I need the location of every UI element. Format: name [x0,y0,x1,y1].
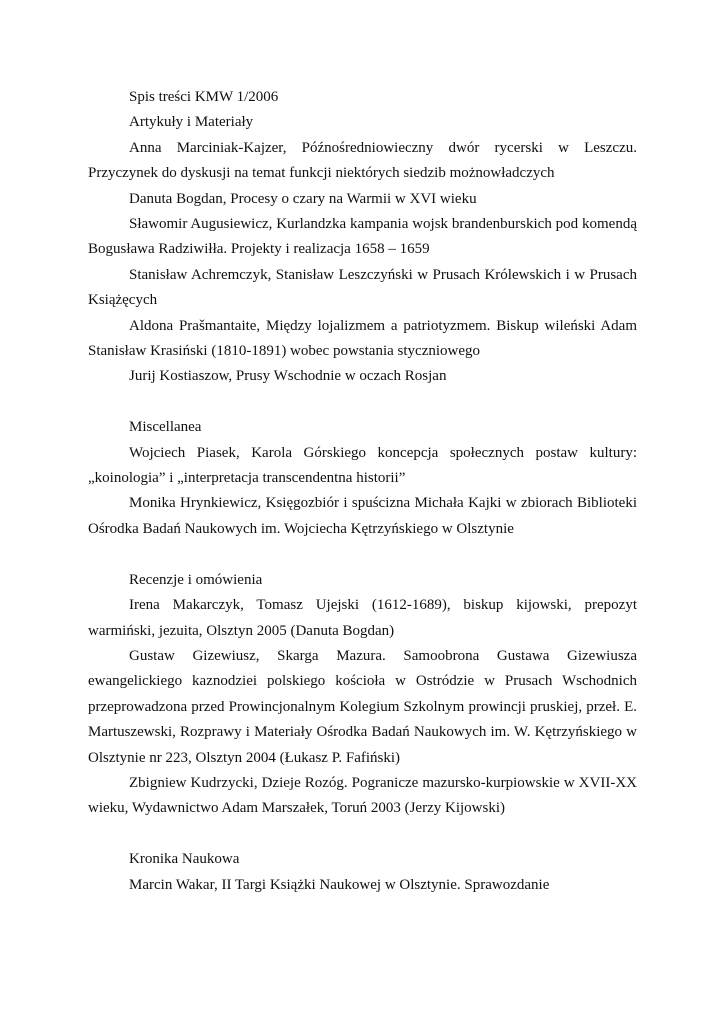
section-spacer [88,390,637,415]
document-title: Spis treści KMW 1/2006 [129,89,279,105]
toc-entry: Irena Makarczyk, Tomasz Ujejski (1612-1689), biskup kijowski, prepozyt warmiński, jezuita, Olsztyn 2005 (Danuta Bogdan) [88,597,637,639]
toc-entry: Wojciech Piasek, Karola Górskiego koncepcja społecznych postaw kultury: „koinologia” i „interpretacja transcendentna historii” [88,444,637,487]
toc-entry: Anna Marciniak-Kajzer, Późnośredniowieczny dwór rycerski w Leszczu. Przyczynek do dyskusji na temat funkcji niektórych siedzib możnowładczych [88,139,637,182]
toc-entry: Sławomir Augusiewicz, Kurlandzka kampania wojsk brandenburskich pod komendą Bogusława Radziwiłła. Projekty i realizacja 1658 – 1659 [88,216,637,258]
toc-entry: Marcin Wakar, II Targi Książki Naukowej w Olsztynie. Sprawozdanie [129,876,550,893]
toc-entry: Jurij Kostiaszow, Prusy Wschodnie w oczach Rosjan [129,368,447,385]
section-spacer [88,542,637,567]
section-heading-articles: Artykuły i Materiały [129,114,254,131]
section-spacer [88,822,637,847]
toc-entry: Gustaw Gizewiusz, Skarga Mazura. Samoobrona Gustawa Gizewiusza ewangelickiego kaznodziei polskiego kościoła w Ostródzie w Prusach Wschodnich przeprowadzona przed Prowincjonalnym Kolegium Szkolnym prowincji pruskiej, przeł. E. Martuszewski, Rozprawy i Materiały Ośrodka Badań Naukowych im. W. Kętrzyńskiego w Olsztynie nr 223, Olsztyn 2004 (Łukasz P. Fafiński) [88,647,637,766]
section-heading-chronicle: Kronika Naukowa [129,851,240,868]
toc-entry: Monika Hrynkiewicz, Księgozbiór i spuścizna Michała Kajki w zbiorach Biblioteki Ośrodka Badań Naukowych im. Wojciecha Kętrzyńskiego w Olsztynie [88,495,637,537]
toc-entry: Zbigniew Kudrzycki, Dzieje Rozóg. Pogranicze mazursko-kurpiowskie w XVII-XX wieku, Wydawnictwo Adam Marszałek, Toruń 2003 (Jerzy Kijowski) [88,774,637,817]
toc-entry: Stanisław Achremczyk, Stanisław Leszczyński w Prusach Królewskich i w Prusach Książęcych [88,266,637,309]
toc-entry: Danuta Bogdan, Procesy o czary na Warmii w XVI wieku [129,190,477,207]
section-heading-miscellanea: Miscellanea [129,419,202,436]
section-heading-reviews: Recenzje i omówienia [129,571,263,588]
document-page [88,85,637,898]
toc-entry: Aldona Prašmantaite, Między lojalizmem a patriotyzmem. Biskup wileński Adam Stanisław Krasiński (1810-1891) wobec powstania styczniowego [88,317,637,360]
